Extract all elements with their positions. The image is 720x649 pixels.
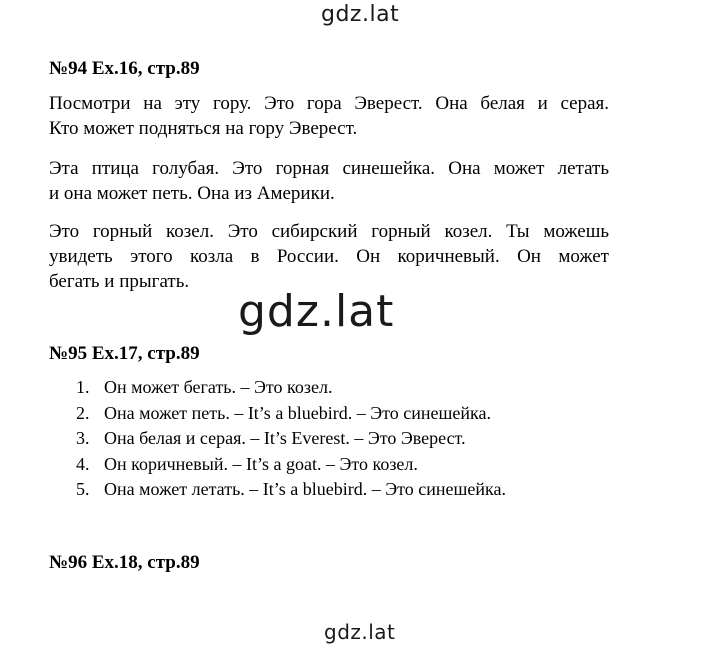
exercise-95-answer-list [76, 375, 506, 503]
exercise-94-heading: №94 Ex.16, стр.89 [49, 58, 200, 79]
list-item-number: 1. [76, 377, 90, 397]
list-item [76, 401, 506, 427]
watermark-middle: gdz.lat [238, 286, 395, 337]
watermark-bottom: gdz.lat [324, 620, 396, 644]
list-item-number: 5. [76, 479, 90, 499]
exercise-94-paragraph-1 [49, 91, 609, 141]
list-item [76, 477, 506, 503]
list-item-text: Она белая и серая. – It’s Everest. – Это Эверест. [104, 428, 466, 448]
list-item-text: Он коричневый. – It’s a goat. – Это козел. [104, 453, 418, 474]
paragraph-line: Посмотри на эту гору. Это гора Эверест. Она белая и серая. [49, 93, 609, 114]
list-item-number: 2. [76, 402, 90, 423]
watermark-top: gdz.lat [321, 2, 400, 27]
paragraph-line: Эта птица голубая. Это горная синешейка. Она может летать [49, 158, 609, 179]
exercise-96-heading: №96 Ex.18, стр.89 [49, 552, 200, 573]
paragraph-line: и она может петь. Она из Америки. [49, 183, 335, 204]
list-item-text: Она может летать. – It’s a bluebird. – Это синешейка. [104, 479, 506, 499]
list-item-text: Она может петь. – It’s a bluebird. – Это синешейка. [104, 402, 491, 423]
exercise-94-paragraph-2 [49, 156, 609, 206]
list-item [76, 426, 506, 452]
exercise-95-heading: №95 Ex.17, стр.89 [49, 343, 200, 364]
list-item-number: 4. [76, 453, 90, 474]
paragraph-line: Это горный козел. Это сибирский горный козел. Ты можешь [49, 221, 609, 242]
list-item [76, 452, 506, 478]
paragraph-line: Кто может подняться на гору Эверест. [49, 118, 358, 139]
list-item [76, 375, 506, 401]
list-item-number: 3. [76, 428, 90, 448]
paragraph-line: увидеть этого козла в России. Он коричневый. Он может [49, 246, 609, 267]
list-item-text: Он может бегать. – Это козел. [104, 377, 333, 397]
paragraph-line: бегать и прыгать. [49, 271, 190, 292]
exercise-94-paragraph-3 [49, 219, 609, 294]
